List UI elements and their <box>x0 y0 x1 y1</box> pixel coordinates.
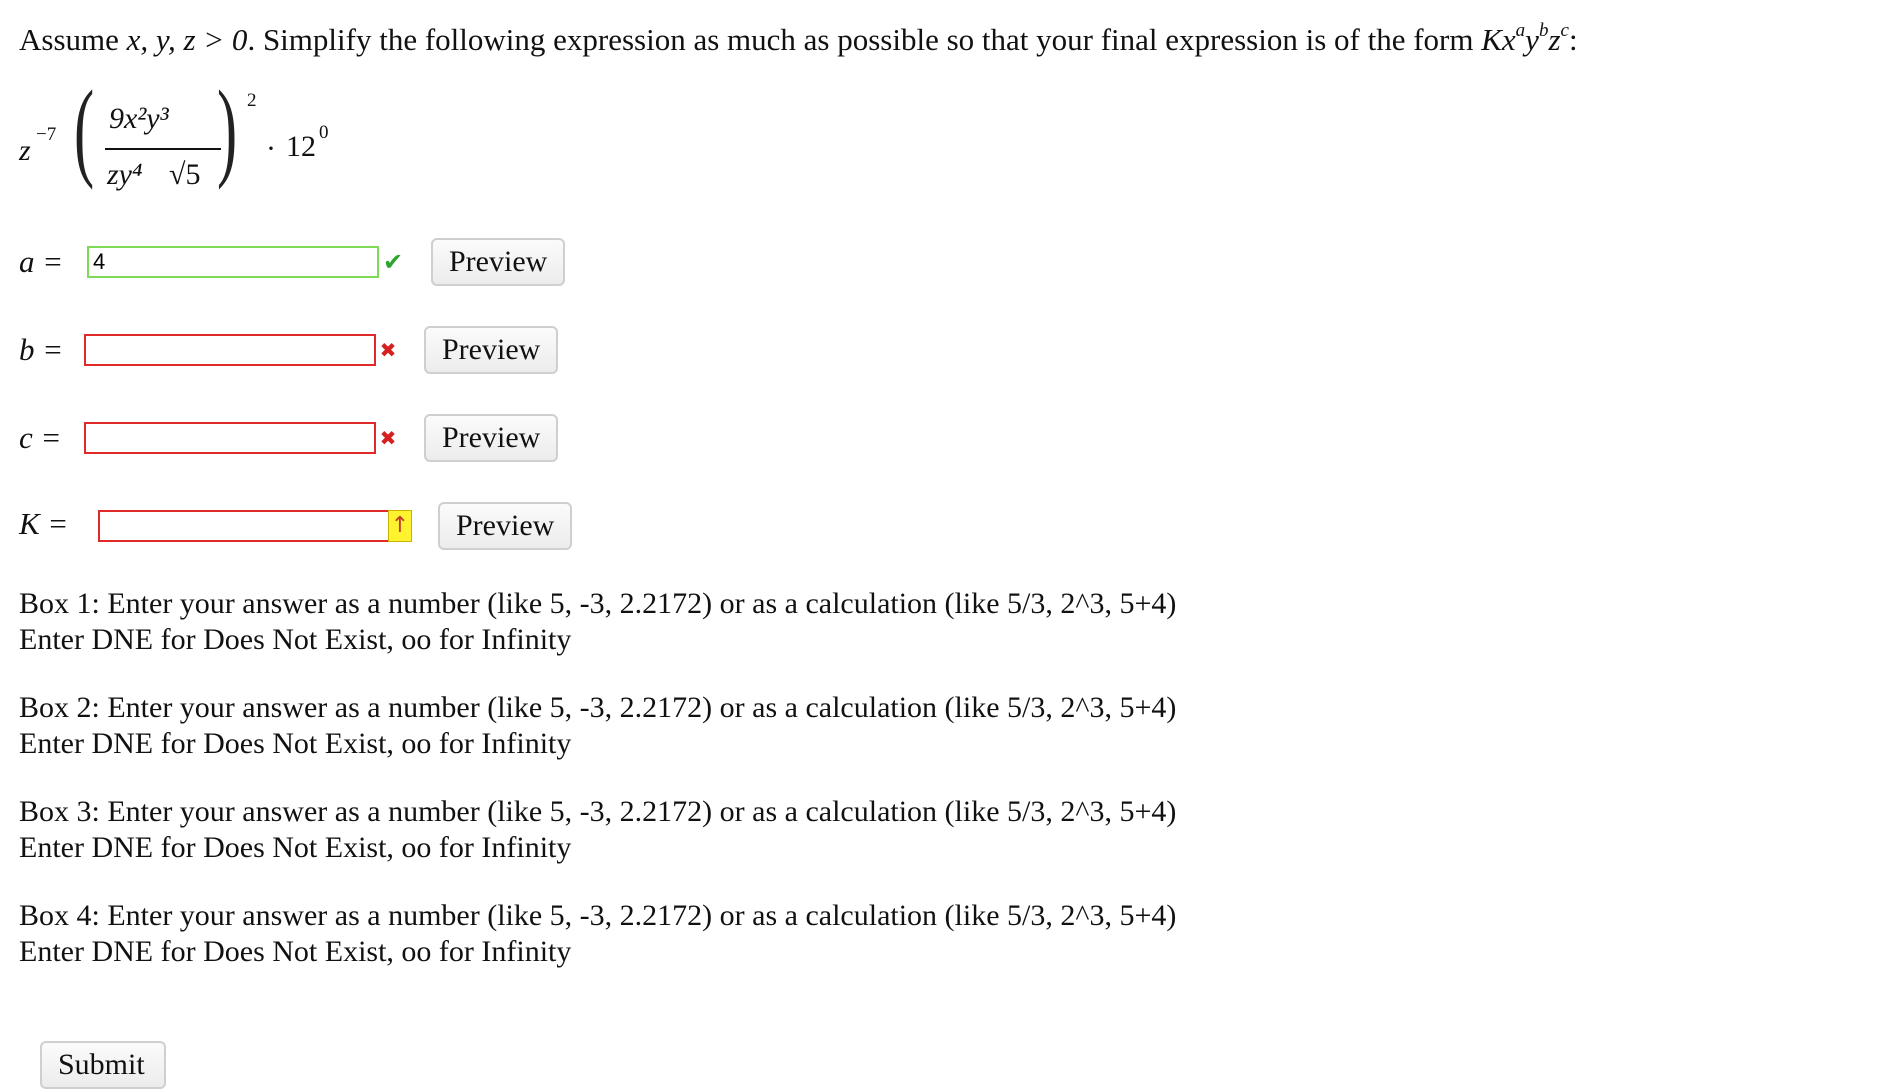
label-a: a = <box>19 244 64 279</box>
hint-box-2: Box 2: Enter your answer as a number (like 5, -3, 2.2172) or as a calculation (like 5/3, 2^3, 5+4) Enter DNE for Does Not Exist, oo for Infinity <box>19 691 1177 760</box>
hint-box-3: Box 3: Enter your answer as a number (like 5, -3, 2.2172) or as a calculation (like 5/3, 2^3, 5+4) Enter DNE for Does Not Exist, oo for Infinity <box>19 795 1177 864</box>
cross-icon: ✖ <box>379 338 397 362</box>
form-K: Kx <box>1481 22 1516 57</box>
right-paren: ) <box>217 68 238 190</box>
tail-base: 12 <box>286 130 316 163</box>
warning-arrow-icon: ↑ <box>388 510 412 542</box>
answer-K-input[interactable] <box>98 510 390 542</box>
denominator-zy: zy⁴ <box>107 158 143 191</box>
left-paren: ( <box>74 68 95 190</box>
multiply-dot: · <box>266 132 276 165</box>
check-icon: ✔ <box>382 248 404 276</box>
answer-b-input[interactable] <box>84 334 376 366</box>
answer-a-input[interactable]: 4 <box>87 246 379 278</box>
label-K: K = <box>19 506 69 541</box>
fraction-bar <box>105 148 221 150</box>
cross-icon: ✖ <box>379 426 397 450</box>
hint-box-1: Box 1: Enter your answer as a number (like 5, -3, 2.2172) or as a calculation (like 5/3, 2^3, 5+4) Enter DNE for Does Not Exist, oo for Infinity <box>19 587 1177 656</box>
tail-exponent: 0 <box>319 122 329 143</box>
question-vars: x, y, z > 0 <box>126 22 248 57</box>
outer-exponent: 2 <box>247 90 257 111</box>
preview-c-button[interactable]: Preview <box>424 414 558 462</box>
preview-b-button[interactable]: Preview <box>424 326 558 374</box>
numerator: 9x²y³ <box>109 102 169 135</box>
hint-box-4: Box 4: Enter your answer as a number (like 5, -3, 2.2172) or as a calculation (like 5/3, 2^3, 5+4) Enter DNE for Does Not Exist, oo for Infinity <box>19 899 1177 968</box>
denominator-sqrt: √5 <box>169 158 201 191</box>
label-b: b = <box>19 332 64 367</box>
answer-c-input[interactable] <box>84 422 376 454</box>
z-exponent: −7 <box>36 124 57 145</box>
submit-button[interactable]: Submit <box>40 1041 166 1089</box>
label-c: c = <box>19 420 62 455</box>
preview-a-button[interactable]: Preview <box>431 238 565 286</box>
question-text: Assume x, y, z > 0. Simplify the following expression as much as possible so that your final expression is of the form $Kx^ay^bz^c$: <box>19 20 1578 57</box>
preview-K-button[interactable]: Preview <box>438 502 572 550</box>
math-expression <box>19 68 339 206</box>
z-base: z <box>19 134 31 167</box>
